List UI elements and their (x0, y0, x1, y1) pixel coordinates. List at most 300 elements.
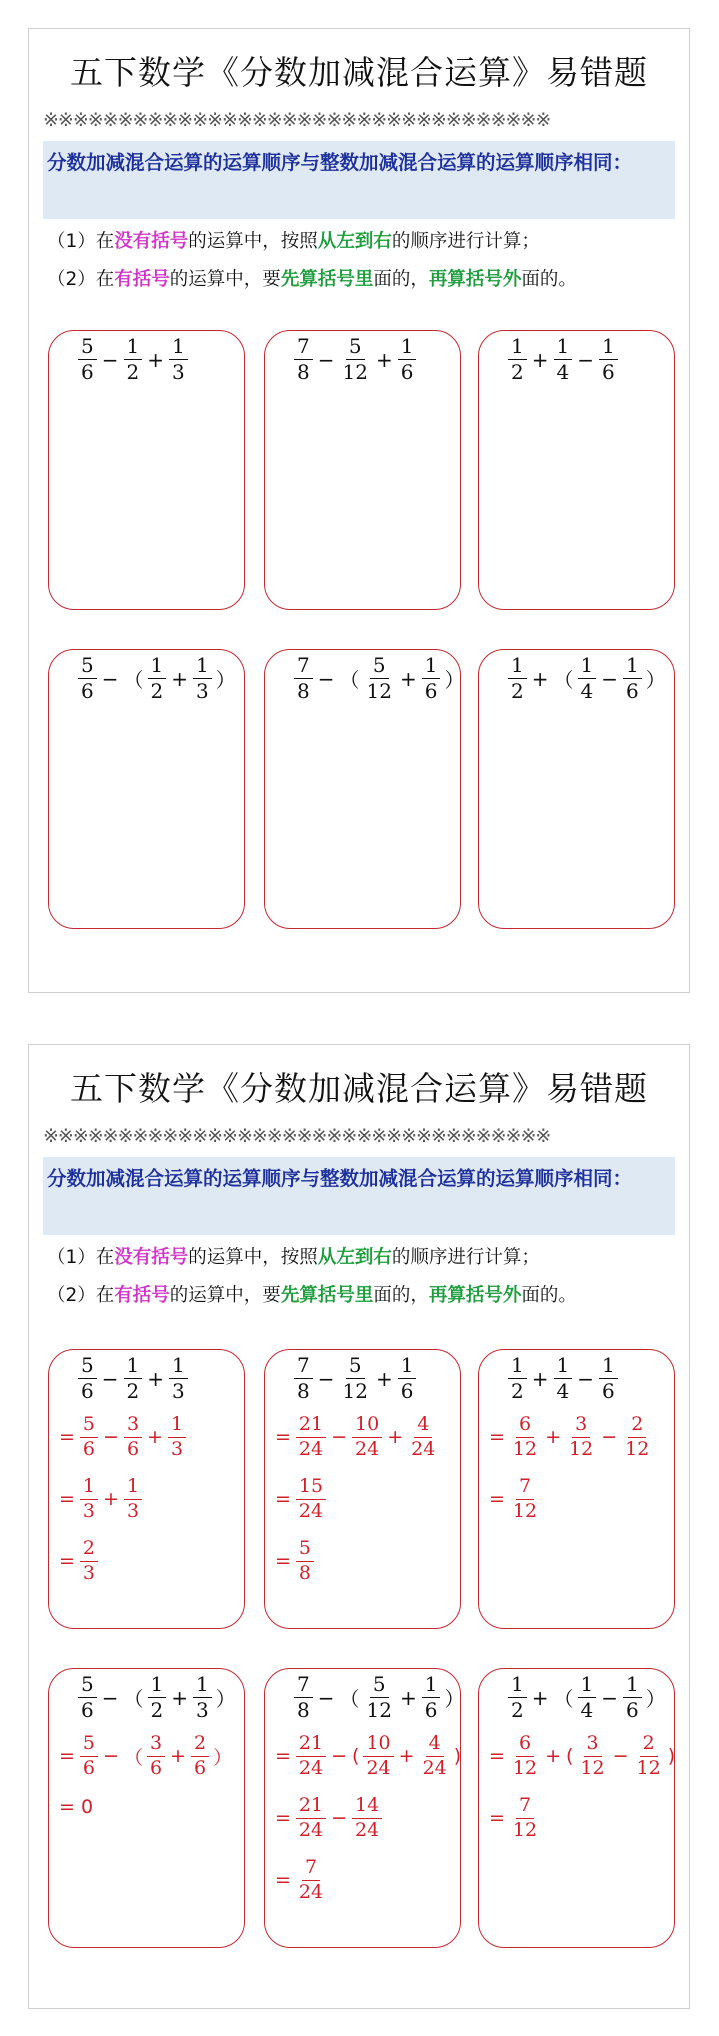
numerator: 1 (599, 1355, 618, 1379)
fraction (193, 655, 212, 702)
fraction (147, 1734, 165, 1779)
rule-2 (47, 1281, 679, 1307)
fraction (398, 1355, 417, 1402)
operator: − (317, 1685, 335, 1710)
rule-2-mid2: 面的， (373, 269, 429, 290)
problem-expression (76, 1674, 238, 1721)
operator: − (317, 666, 335, 691)
denominator: 24 (298, 1437, 324, 1460)
denominator: 6 (81, 679, 94, 703)
fraction (510, 1477, 540, 1522)
numerator: 7 (516, 1477, 534, 1500)
close-paren: ） (444, 668, 465, 692)
operator: = (59, 1550, 75, 1573)
denominator: 24 (422, 1756, 447, 1779)
denominator: 3 (170, 1437, 184, 1460)
parenthesis: ） (213, 1746, 233, 1769)
solution-step (272, 1539, 316, 1584)
fraction (577, 1734, 607, 1779)
fraction (148, 655, 167, 702)
problem-expression (76, 1355, 190, 1402)
numerator: 1 (124, 1355, 143, 1379)
operator: + (545, 1426, 562, 1449)
fraction (296, 1539, 314, 1584)
numerator: 2 (80, 1539, 98, 1562)
numerator: 21 (296, 1415, 326, 1438)
fraction (169, 1355, 188, 1402)
fraction (508, 1355, 527, 1402)
rule-2-highlight-outside-after: 再算括号外 (428, 1285, 522, 1306)
close-paren: ） (215, 1687, 236, 1711)
denominator: 4 (556, 1379, 570, 1403)
solution-step (486, 1415, 654, 1460)
fraction (599, 1355, 618, 1402)
denominator: 3 (196, 1698, 209, 1722)
operator: = (59, 1745, 75, 1768)
close-paren: ） (215, 668, 236, 692)
numerator: 5 (296, 1539, 314, 1562)
numerator: 1 (193, 655, 212, 679)
fraction (124, 336, 143, 383)
denominator: 12 (512, 1756, 538, 1779)
rule-1-highlight-no-brackets: 没有括号 (114, 231, 189, 252)
denominator: 2 (126, 360, 140, 384)
numerator: 1 (422, 1674, 441, 1698)
denominator: 6 (126, 1437, 140, 1460)
operator: = (59, 1426, 75, 1449)
numerator: 1 (508, 336, 527, 360)
denominator: 6 (193, 1756, 207, 1779)
operator: + (399, 666, 417, 691)
denominator: 2 (150, 679, 164, 703)
fraction (422, 1674, 441, 1721)
numerator: 1 (168, 1415, 186, 1438)
operator: − (577, 1366, 594, 1391)
denominator: 3 (82, 1499, 96, 1522)
close-paren: ） (645, 1687, 666, 1711)
operator: = (489, 1426, 505, 1449)
rule-2-highlight-brackets: 有括号 (114, 1285, 170, 1306)
rule-2-mid: 的运算中，要 (169, 1285, 281, 1306)
rule-2-mid: 的运算中，要 (169, 269, 281, 290)
decorative-divider: ※※※※※※※※※※※※※※※※※※※※※※※※※※※※※※※※※※ (43, 109, 551, 131)
denominator: 4 (580, 1698, 594, 1722)
parenthesis: （ (123, 1746, 143, 1769)
operator: = (275, 1869, 291, 1892)
denominator: 12 (569, 1437, 594, 1460)
denominator: 12 (512, 1437, 538, 1460)
fraction (296, 1477, 326, 1522)
fraction (364, 655, 395, 702)
denominator: 12 (512, 1818, 538, 1841)
operator: + (531, 666, 549, 691)
close-paren: ） (645, 668, 666, 692)
fraction (398, 336, 417, 383)
numerator: 3 (584, 1734, 602, 1757)
fraction (508, 1674, 527, 1721)
rule-1-mid: 的运算中，按照 (188, 1247, 318, 1268)
fraction (352, 1796, 382, 1841)
rule-2-prefix: （2）在 (47, 269, 115, 290)
open-paren: （ (553, 1687, 574, 1711)
open-paren: （ (553, 668, 574, 692)
denominator: 24 (298, 1818, 324, 1841)
rule-2-suffix: 面的。 (521, 1285, 577, 1306)
solution-step (486, 1734, 677, 1779)
denominator: 2 (511, 1379, 524, 1403)
solution-step (56, 1415, 188, 1460)
operator: − (331, 1745, 348, 1768)
rule-2 (47, 265, 679, 291)
numerator: 7 (294, 655, 313, 679)
operator: + (531, 1685, 549, 1710)
denominator: 6 (400, 360, 414, 384)
numerator: 5 (346, 1355, 365, 1379)
solution-step (486, 1796, 542, 1841)
operator: = (489, 1745, 505, 1768)
numerator: 1 (169, 1355, 188, 1379)
numerator: 1 (148, 1674, 167, 1698)
rule-2-highlight-inside-first: 先算括号里 (280, 1285, 374, 1306)
operator: − (612, 1745, 629, 1768)
denominator: 12 (580, 1756, 605, 1779)
problem-expression (292, 1674, 466, 1721)
operator: + (147, 1366, 164, 1391)
numerator: 15 (296, 1477, 326, 1500)
operator: − (601, 1426, 618, 1449)
operator: + (170, 1745, 186, 1768)
problem-expression (506, 1674, 668, 1721)
solution-step (486, 1477, 542, 1522)
denominator: 6 (424, 679, 438, 703)
operator: + (375, 1366, 393, 1391)
denominator: 6 (81, 1379, 94, 1403)
numerator: 1 (80, 1477, 98, 1500)
fraction (80, 1539, 98, 1584)
fraction (408, 1415, 438, 1460)
fraction (566, 1415, 596, 1460)
denominator: 6 (424, 1698, 438, 1722)
denominator: 24 (366, 1756, 391, 1779)
numerator: 1 (599, 336, 618, 360)
operator: − (331, 1807, 348, 1830)
denominator: 12 (366, 679, 392, 703)
solution-step (56, 1539, 100, 1584)
operator: + (398, 1745, 415, 1768)
open-paren: （ (123, 1687, 144, 1711)
fraction (124, 1415, 142, 1460)
numerator: 1 (578, 655, 597, 679)
rule-2-suffix: 面的。 (521, 269, 577, 290)
operator: = (275, 1426, 291, 1449)
rule-1-mid: 的运算中，按照 (188, 231, 318, 252)
denominator: 24 (355, 1818, 380, 1841)
rule-1-prefix: （1）在 (47, 231, 115, 252)
fraction (296, 1734, 326, 1779)
fraction (622, 1415, 652, 1460)
fraction (80, 1734, 98, 1779)
numerator: 1 (554, 336, 573, 360)
denominator: 3 (172, 1379, 185, 1403)
denominator: 3 (126, 1499, 140, 1522)
fraction (363, 1734, 393, 1779)
worksheet-title: 五下数学《分数加减混合运算》易错题 (70, 1069, 648, 1108)
denominator: 8 (297, 679, 310, 703)
numerator: 1 (623, 655, 642, 679)
rule-1 (47, 1243, 679, 1269)
operator: − (101, 666, 119, 691)
numerator: 3 (147, 1734, 165, 1757)
problem-expression (76, 655, 238, 702)
fraction (422, 655, 441, 702)
numerator: 1 (578, 1674, 597, 1698)
operator: + (147, 1426, 163, 1449)
denominator: 8 (297, 360, 310, 384)
fraction (193, 1674, 212, 1721)
operator: + (531, 347, 549, 372)
numerator: 7 (294, 1355, 313, 1379)
rule-1-highlight-left-to-right: 从左到右 (317, 1247, 392, 1268)
numerator: 1 (422, 655, 441, 679)
numerator: 1 (124, 1477, 142, 1500)
operator: + (171, 666, 188, 691)
problem-expression (506, 1355, 620, 1402)
operator: = (275, 1807, 291, 1830)
numerator: 1 (554, 1355, 573, 1379)
operator: − (601, 666, 618, 691)
denominator: 4 (556, 360, 570, 384)
problem-expression (292, 336, 418, 383)
fraction (510, 1415, 540, 1460)
operator: = (275, 1550, 291, 1573)
denominator: 6 (626, 1698, 639, 1722)
operator: − (103, 1745, 119, 1768)
numerator: 5 (78, 1674, 97, 1698)
operator: + (147, 347, 164, 372)
fraction (124, 1477, 142, 1522)
parenthesis: ) (453, 1745, 462, 1768)
solution-step (272, 1734, 463, 1779)
operator: = (59, 1488, 75, 1511)
numerator: 3 (572, 1415, 590, 1438)
operator: − (317, 347, 335, 372)
operator: = (489, 1807, 505, 1830)
numerator: 5 (80, 1415, 98, 1438)
solution-step (272, 1477, 328, 1522)
fraction (78, 1355, 97, 1402)
fraction (294, 336, 313, 383)
decorative-divider: ※※※※※※※※※※※※※※※※※※※※※※※※※※※※※※※※※※ (43, 1125, 551, 1147)
fraction (296, 1796, 326, 1841)
fraction (124, 1355, 143, 1402)
problem-expression (292, 655, 466, 702)
denominator: 6 (149, 1756, 163, 1779)
numerator: 21 (296, 1734, 326, 1757)
fraction (364, 1674, 395, 1721)
solution-step (272, 1415, 440, 1460)
numerator: 6 (516, 1415, 534, 1438)
problem-expression (292, 1355, 418, 1402)
denominator: 8 (297, 1379, 310, 1403)
rule-2-mid2: 面的， (373, 1285, 429, 1306)
rule-1-highlight-no-brackets: 没有括号 (114, 1247, 189, 1268)
denominator: 24 (298, 1880, 324, 1903)
fraction (578, 655, 597, 702)
numerator: 2 (628, 1415, 646, 1438)
operator: − (331, 1426, 348, 1449)
numerator: 4 (414, 1415, 432, 1438)
operator: − (101, 1366, 119, 1391)
numerator: 7 (294, 336, 313, 360)
operator: − (577, 347, 594, 372)
rule-1-highlight-left-to-right: 从左到右 (317, 231, 392, 252)
fraction (78, 336, 97, 383)
solution-step (56, 1734, 234, 1779)
denominator: 2 (511, 679, 524, 703)
denominator: 2 (511, 360, 524, 384)
fraction (78, 655, 97, 702)
solution-step (272, 1796, 384, 1841)
denominator: 6 (602, 360, 615, 384)
numerator: 1 (623, 1674, 642, 1698)
fraction (554, 336, 573, 383)
numerator: 5 (80, 1734, 98, 1757)
rule-1-prefix: （1）在 (47, 1247, 115, 1268)
denominator: 2 (150, 1698, 164, 1722)
operator: − (101, 1685, 119, 1710)
fraction (296, 1415, 326, 1460)
numerator: 5 (370, 655, 389, 679)
operator: + (545, 1745, 562, 1768)
denominator: 2 (511, 1698, 524, 1722)
operator: + (171, 1685, 188, 1710)
fraction (148, 1674, 167, 1721)
denominator: 3 (196, 679, 209, 703)
numerator: 5 (78, 336, 97, 360)
rule-2-highlight-outside-after: 再算括号外 (428, 269, 522, 290)
problem-expression (506, 336, 620, 383)
numerator: 5 (78, 1355, 97, 1379)
fraction (623, 655, 642, 702)
operator: = (275, 1488, 291, 1511)
fraction (510, 1734, 540, 1779)
denominator: 24 (411, 1437, 436, 1460)
problem-expression (506, 655, 668, 702)
operator: = (489, 1488, 505, 1511)
rule-2-highlight-brackets: 有括号 (114, 269, 170, 290)
solution-step (56, 1477, 144, 1522)
denominator: 4 (580, 679, 594, 703)
numerator: 10 (352, 1415, 382, 1438)
intro-text: 分数加减混合运算的运算顺序与整数加减混合运算的运算顺序相同： (47, 151, 633, 174)
denominator: 6 (626, 679, 639, 703)
numerator: 1 (398, 336, 417, 360)
numerator: 1 (169, 336, 188, 360)
operator: + (531, 1366, 549, 1391)
rule-1-suffix: 的顺序进行计算； (391, 231, 540, 252)
operator: − (101, 347, 119, 372)
solution-step (272, 1858, 328, 1903)
fraction (508, 655, 527, 702)
operator: − (317, 1366, 335, 1391)
denominator: 8 (297, 1698, 310, 1722)
fraction (420, 1734, 450, 1779)
denominator: 6 (82, 1437, 96, 1460)
fraction (294, 1355, 313, 1402)
operator: − (103, 1426, 119, 1449)
numerator: 1 (193, 1674, 212, 1698)
denominator: 6 (81, 1698, 94, 1722)
fraction (169, 336, 188, 383)
numerator: 1 (398, 1355, 417, 1379)
denominator: 12 (342, 1379, 368, 1403)
denominator: 24 (355, 1437, 380, 1460)
denominator: 12 (625, 1437, 650, 1460)
denominator: 12 (512, 1499, 538, 1522)
denominator: 2 (126, 1379, 140, 1403)
numerator: 5 (78, 655, 97, 679)
fraction (352, 1415, 382, 1460)
fraction (599, 336, 618, 383)
rule-2-prefix: （2）在 (47, 1285, 115, 1306)
denominator: 3 (82, 1561, 96, 1584)
denominator: 6 (602, 1379, 615, 1403)
fraction (623, 1674, 642, 1721)
parenthesis: ) (667, 1745, 676, 1768)
numerator: 1 (148, 655, 167, 679)
numerator: 14 (352, 1796, 382, 1819)
intro-text: 分数加减混合运算的运算顺序与整数加减混合运算的运算顺序相同： (47, 1167, 633, 1190)
rule-2-highlight-inside-first: 先算括号里 (280, 269, 374, 290)
numerator: 7 (294, 1674, 313, 1698)
denominator: 6 (82, 1756, 96, 1779)
numerator: 4 (426, 1734, 444, 1757)
operator: − (601, 1685, 618, 1710)
open-paren: （ (339, 1687, 360, 1711)
denominator: 3 (172, 360, 185, 384)
fraction (510, 1796, 540, 1841)
denominator: 6 (81, 360, 94, 384)
fraction (191, 1734, 209, 1779)
denominator: 12 (636, 1756, 661, 1779)
fraction (554, 1355, 573, 1402)
rule-1 (47, 227, 679, 253)
close-paren: ） (444, 1687, 465, 1711)
denominator: 8 (298, 1561, 312, 1584)
fraction (294, 655, 313, 702)
denominator: 12 (366, 1698, 392, 1722)
numerator: 3 (124, 1415, 142, 1438)
problem-expression (76, 336, 190, 383)
fraction (80, 1477, 98, 1522)
fraction (78, 1674, 97, 1721)
operator: + (103, 1488, 119, 1511)
fraction (508, 336, 527, 383)
denominator: 12 (342, 360, 368, 384)
numerator: 1 (508, 1674, 527, 1698)
open-paren: （ (339, 668, 360, 692)
numerator: 1 (508, 655, 527, 679)
open-paren: （ (123, 668, 144, 692)
denominator: 6 (400, 1379, 414, 1403)
numerator: 1 (124, 336, 143, 360)
numerator: 5 (346, 336, 365, 360)
parenthesis: ( (566, 1745, 574, 1768)
denominator: 24 (298, 1499, 324, 1522)
operator: = (275, 1745, 291, 1768)
numerator: 2 (191, 1734, 209, 1757)
fraction (294, 1674, 313, 1721)
